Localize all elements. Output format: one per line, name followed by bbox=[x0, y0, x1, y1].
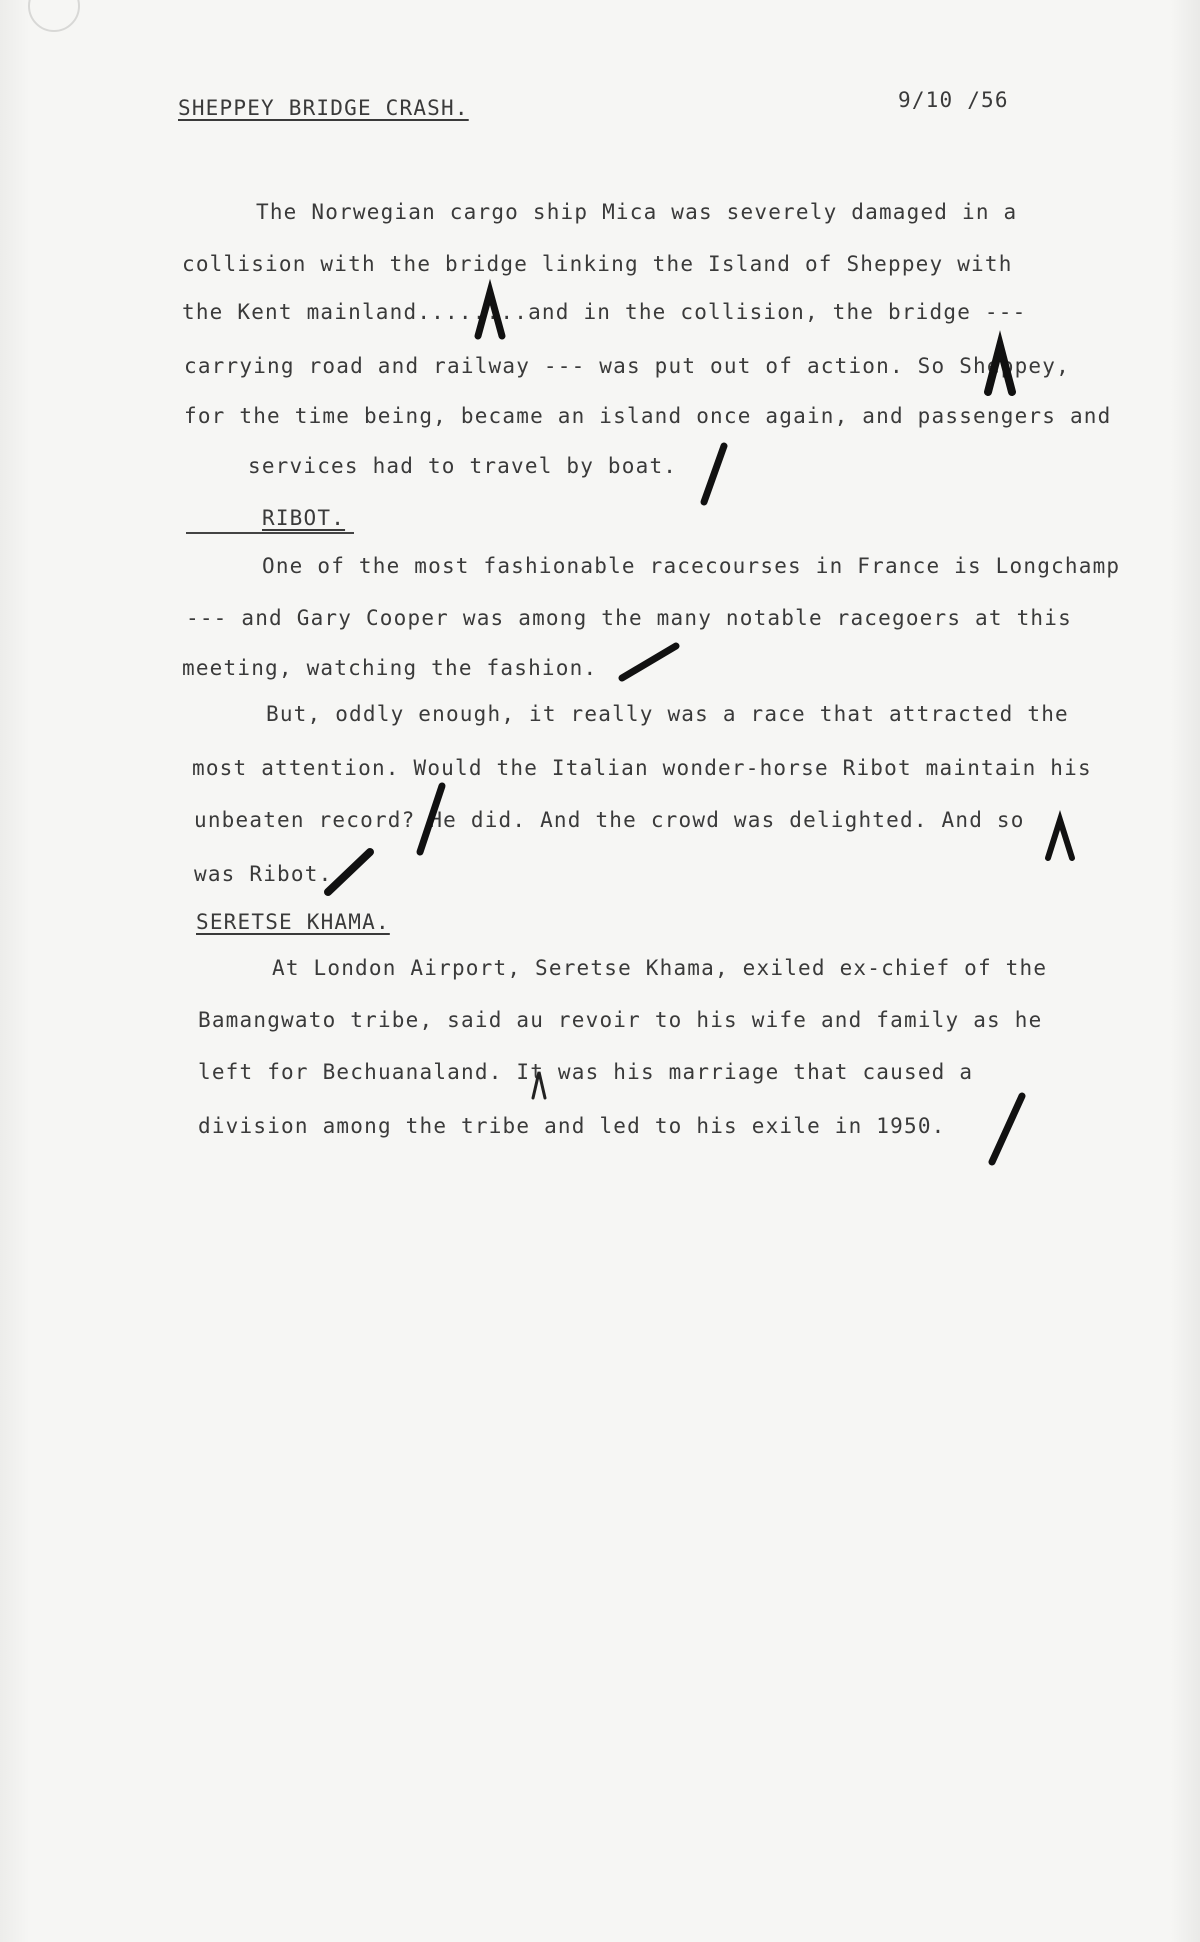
caret-mark bbox=[1040, 814, 1080, 864]
slash-mark bbox=[318, 846, 378, 900]
body-line: services had to travel by boat. bbox=[248, 454, 678, 478]
body-line: The Norwegian cargo ship Mica was severely damaged in a bbox=[256, 200, 1018, 224]
slash-mark bbox=[696, 440, 730, 510]
punch-hole bbox=[28, 0, 80, 32]
body-line: meeting, watching the fashion. bbox=[182, 656, 598, 680]
body-line: left for Bechuanaland. It was his marriage that caused a bbox=[198, 1060, 974, 1084]
body-line: carrying road and railway --- was put out of action. So Sheppey, bbox=[184, 354, 1070, 378]
slash-mark bbox=[612, 640, 684, 686]
slash-mark bbox=[980, 1090, 1030, 1170]
caret-mark bbox=[528, 1066, 550, 1102]
caret-mark bbox=[470, 286, 510, 342]
body-line: the Kent mainland........and in the collision, the bridge --- bbox=[182, 300, 1027, 324]
body-line: Bamangwato tribe, said au revoir to his wife and family as he bbox=[198, 1008, 1043, 1032]
body-line: One of the most fashionable racecourses in France is Longchamp bbox=[262, 554, 1121, 578]
body-line: was Ribot. bbox=[194, 862, 333, 886]
body-line: At London Airport, Seretse Khama, exiled ex-chief of the bbox=[272, 956, 1048, 980]
slash-mark bbox=[410, 780, 450, 860]
body-line: unbeaten record? He did. And the crowd was delighted. And so bbox=[194, 808, 1025, 832]
section-heading-ribot: RIBOT. bbox=[262, 506, 346, 530]
body-line: most attention. Would the Italian wonder-horse Ribot maintain his bbox=[192, 756, 1092, 780]
heading-rule bbox=[186, 532, 354, 534]
body-line: for the time being, became an island once again, and passengers and bbox=[184, 404, 1112, 428]
caret-mark bbox=[980, 338, 1020, 398]
story-date: 9/10 /56 bbox=[898, 88, 1009, 112]
body-line: division among the tribe and led to his exile in 1950. bbox=[198, 1114, 946, 1138]
body-line: But, oddly enough, it really was a race that attracted the bbox=[266, 702, 1069, 726]
section-heading-seretse-khama: SERETSE KHAMA. bbox=[196, 910, 390, 934]
body-line: collision with the bridge linking the Island of Sheppey with bbox=[182, 252, 1013, 276]
story-title: SHEPPEY BRIDGE CRASH. bbox=[178, 96, 469, 120]
body-line: --- and Gary Cooper was among the many notable racegoers at this bbox=[186, 606, 1072, 630]
